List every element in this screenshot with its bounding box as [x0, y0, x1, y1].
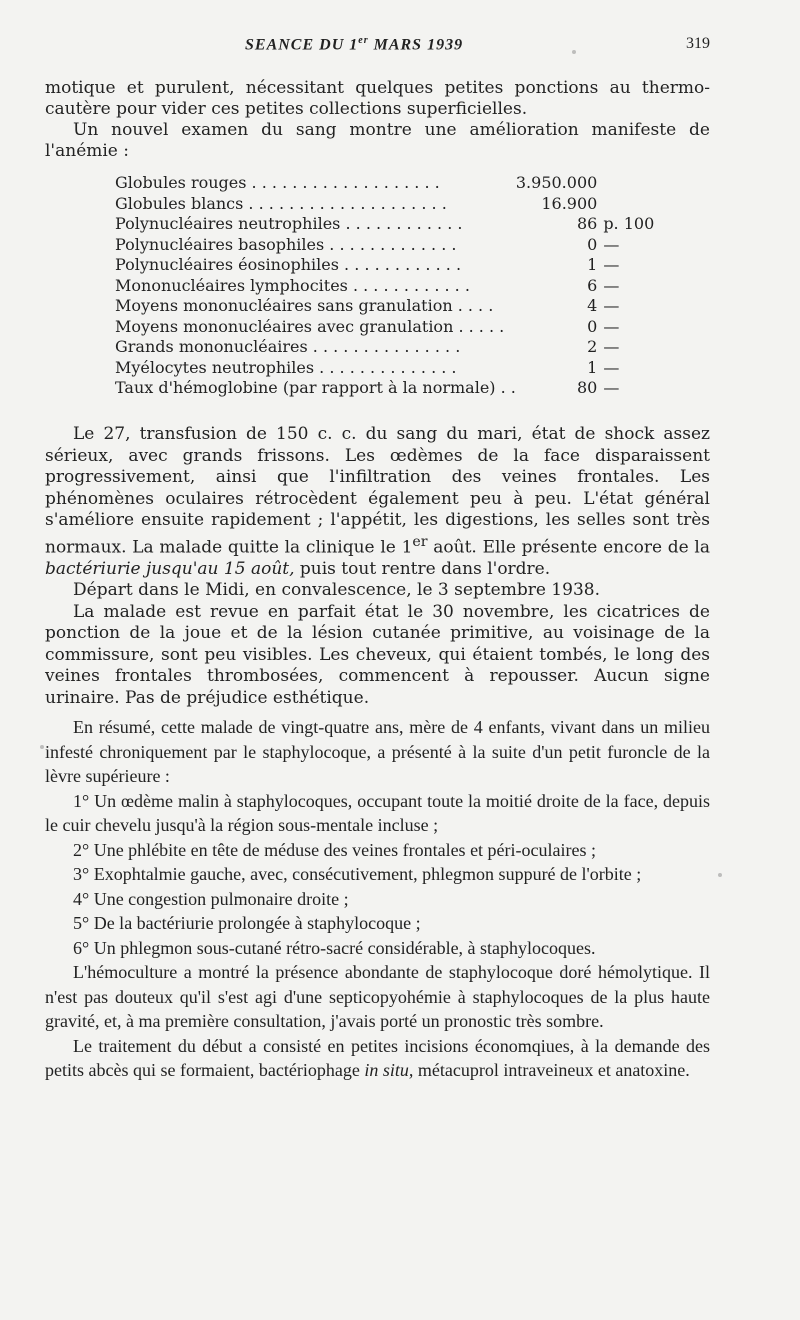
- treatment-italic: in situ,: [364, 1060, 414, 1080]
- blood-value: 6: [587, 275, 598, 295]
- blood-row: [115, 194, 654, 215]
- transfusion-paragraph: [45, 424, 710, 580]
- running-title: [245, 35, 463, 54]
- running-title-sup: er: [358, 35, 369, 46]
- blood-row: [115, 214, 654, 235]
- clinical-course: [45, 424, 710, 709]
- follow-up-paragraph: La malade est revue en parfait état le 30 novembre, les cicatrices de ponction de la joue et de la lésion cutanée primitive, au voisinage de la commissure, sont peu visibles. Les cheveux, qui étaient tombés, le long des veines frontales thrombosées, commencent à repousser. Aucun signe urinaire. Pas de préjudice esthétique.: [45, 601, 710, 708]
- blood-value: 0: [587, 316, 598, 336]
- treatment-text-a: Le traitement du début a consisté en petites incisions économqiues, à la demande des petits abcès qui se formaient, bactériophage: [45, 1035, 710, 1080]
- page-number: 319: [686, 35, 710, 52]
- departure-paragraph: Départ dans le Midi, en convalescence, le 3 septembre 1938.: [73, 580, 600, 601]
- blood-unit: —: [603, 357, 620, 377]
- blood-label: Mononucléaires lymphocites . . . . . . . . . . . .: [115, 275, 470, 295]
- blood-value: 2: [587, 337, 598, 356]
- blood-label: Globules blancs . . . . . . . . . . . . . . . . . . . .: [115, 193, 447, 213]
- blood-unit: —: [603, 378, 620, 397]
- blood-unit: [597, 194, 654, 215]
- blood-row: [115, 255, 654, 276]
- intro-paragraph-2: Un nouvel examen du sang montre une amélioration manifeste de l'anémie :: [45, 120, 710, 161]
- blood-results-table: [115, 173, 654, 399]
- intro-paragraph-1: motique et purulent, nécessitant quelques petites ponctions au thermo-cautère pour vider ces petites collections superficielles.: [45, 78, 710, 119]
- summary-item-1: 1° Un œdème malin à staphylocoques, occupant toute la moitié droite de la face, depuis le cuir chevelu jusqu'à la région sous-mentale incluse ;: [45, 790, 710, 835]
- summary-item-5: 5° De la bactériurie prolongée à staphylocoque ;: [73, 913, 421, 933]
- treatment-paragraph: [45, 1034, 710, 1083]
- blood-value: 3.950.000: [515, 173, 598, 192]
- blood-value: 86: [576, 214, 598, 233]
- blood-label: Taux d'hémoglobine (par rapport à la normale) . .: [115, 378, 516, 397]
- blood-value: 0: [587, 234, 598, 254]
- blood-row: [115, 276, 654, 297]
- blood-value: 16.900: [541, 193, 598, 213]
- paper-speck: [718, 873, 722, 877]
- blood-value: 80: [576, 378, 598, 397]
- blood-unit: [597, 173, 654, 194]
- blood-row: [115, 173, 654, 194]
- running-title-pre: SEANCE DU 1: [245, 36, 359, 54]
- blood-row: [115, 378, 654, 399]
- page-header: [45, 35, 710, 59]
- blood-unit: —: [603, 337, 620, 356]
- summary-item-4: 4° Une congestion pulmonaire droite ;: [73, 888, 349, 909]
- blood-unit: —: [603, 296, 620, 315]
- blood-label: Grands mononucléaires . . . . . . . . . . . . . . .: [115, 337, 461, 356]
- blood-label: Moyens mononucléaires avec granulation . . . . .: [115, 316, 505, 336]
- blood-label: Polynucléaires basophiles . . . . . . . . . . . . .: [115, 234, 457, 254]
- blood-value: 4: [587, 296, 598, 315]
- blood-row: [115, 296, 654, 317]
- summary-section: [45, 715, 710, 1083]
- blood-unit: —: [603, 275, 620, 295]
- transfusion-text-b: août. Elle présente encore de la: [427, 537, 711, 558]
- summary-intro: En résumé, cette malade de vingt-quatre ans, mère de 4 enfants, vivant dans un milieu infesté chroniquement par le staphylocoque, a présenté à la suite d'un petit furoncle de la lèvre supérieure :: [45, 717, 710, 786]
- transfusion-sup: er: [412, 533, 428, 550]
- treatment-text-b: métacuprol intraveineux et anatoxine.: [413, 1060, 690, 1080]
- blood-row: [115, 317, 654, 338]
- blood-label: Polynucléaires neutrophiles . . . . . . . . . . . .: [115, 214, 463, 233]
- paper-speck: [40, 745, 44, 749]
- blood-unit: —: [603, 255, 620, 274]
- blood-unit: —: [603, 316, 620, 336]
- summary-item-2: 2° Une phlébite en tête de méduse des veines frontales et péri-oculaires ;: [73, 839, 597, 860]
- blood-label: Globules rouges . . . . . . . . . . . . . . . . . . .: [115, 173, 440, 192]
- transfusion-italic: bactériurie jusqu'au 15 août,: [45, 558, 295, 579]
- blood-value: 1: [587, 255, 598, 274]
- blood-row: [115, 358, 654, 379]
- blood-label: Moyens mononucléaires sans granulation . . . .: [115, 296, 494, 315]
- paper-speck: [572, 50, 576, 54]
- transfusion-text-a: Le 27, transfusion de 150 c. c. du sang du mari, état de shock assez sérieux, avec grands frissons. Les œdèmes de la face disparaissent progressivement, ainsi que l'infiltration des veines frontales. Les phénomènes oculaires rétrocèdent également peu à peu. L'état général s'améliore ensuite rapidement ; l'appétit, les digestions, les selles sont très normaux. La malade quitte la clinique le 1: [45, 424, 710, 558]
- blood-label: Myélocytes neutrophiles . . . . . . . . . . . . . .: [115, 357, 457, 377]
- hemoculture-paragraph: L'hémoculture a montré la présence abondante de staphylocoque doré hémolytique. Il n'est pas douteux qu'il s'est agi d'une septicopyohémie à staphylocoques de la plus haute gravité, et, à ma première consultation, j'avais porté un pronostic très sombre.: [45, 962, 710, 1031]
- blood-value: 1: [587, 357, 598, 377]
- summary-item-6: 6° Un phlegmon sous-cutané rétro-sacré considérable, à staphylocoques.: [73, 937, 596, 958]
- transfusion-text-c: puis tout rentre dans l'ordre.: [294, 558, 551, 579]
- blood-unit: p. 100: [603, 214, 655, 233]
- running-title-post: MARS 1939: [368, 36, 464, 54]
- blood-label: Polynucléaires éosinophiles . . . . . . . . . . . .: [115, 255, 462, 274]
- intro-text: [45, 78, 710, 162]
- blood-row: [115, 337, 654, 358]
- blood-unit: —: [603, 234, 620, 254]
- blood-row: [115, 235, 654, 256]
- summary-item-3: 3° Exophtalmie gauche, avec, consécutivement, phlegmon suppuré de l'orbite ;: [73, 864, 642, 884]
